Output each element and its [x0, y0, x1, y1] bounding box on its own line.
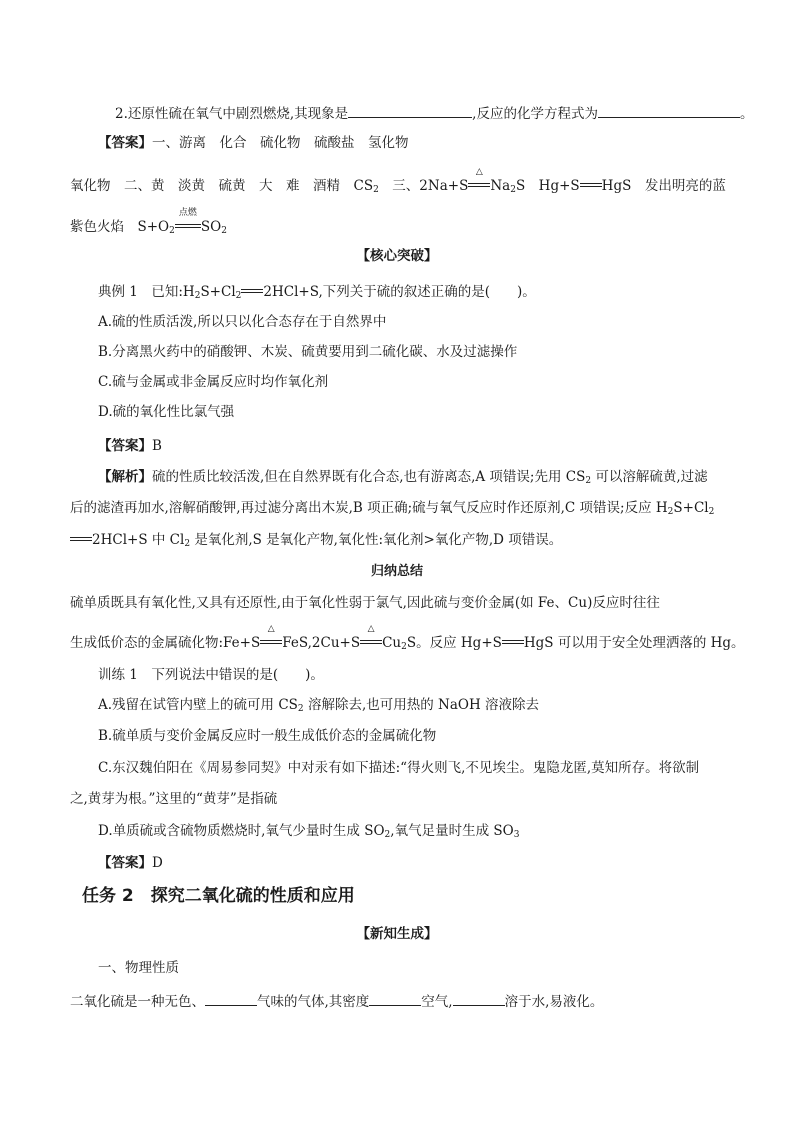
heat-condition: △ [267, 624, 275, 634]
fill-text: 空气, [421, 994, 453, 1010]
ignite-equals-sign [175, 208, 201, 231]
subscript: 2 [667, 507, 674, 517]
training-1-answer [98, 854, 163, 872]
training-option-b: B.硫单质与变价金属反应时一般生成低价态的金属硫化物 [98, 728, 437, 744]
answer-text: 一、游离 化合 硫化物 硫酸盐 氢化物 [152, 135, 409, 151]
section-physical-properties: 一、物理性质 [98, 960, 179, 976]
answer-line-3 [70, 208, 227, 236]
stem-text: S+Cl [200, 284, 236, 300]
training-option-c-line-2: 之,黄芽为根。”这里的“黄芽”是指硫 [70, 791, 278, 807]
stem-text: 2HCl+S,下列关于硫的叙述正确的是( )。 [263, 284, 536, 300]
equals-sign [502, 633, 524, 647]
answer-text: S Hg+S [515, 178, 580, 194]
summary-title: 归纳总结 [370, 564, 423, 579]
option-text: ,氧气足量时生成 SO [390, 823, 514, 839]
answer-value: B [152, 438, 162, 454]
option-b: B.分离黑火药中的硝酸钾、木炭、硫黄要用到二硫化碳、水及过滤操作 [98, 344, 518, 360]
analysis-line-1 [98, 468, 708, 486]
subscript: 2 [708, 507, 715, 517]
answer-line-1 [98, 134, 409, 152]
analysis-text: S+Cl [673, 500, 709, 516]
subscript: 2 [235, 291, 242, 301]
heat-condition: △ [367, 624, 375, 634]
option-text: 溶解除去,也可用热的 NaOH 溶液除去 [303, 697, 540, 713]
subscript: 2 [194, 291, 201, 301]
summary-line-2 [70, 624, 745, 652]
option-c: C.硫与金属或非金属反应时均作氧化剂 [98, 374, 329, 390]
answer-blank [348, 103, 472, 118]
analysis-line-2 [70, 499, 714, 517]
equals-sign [580, 176, 602, 190]
question-2 [115, 103, 753, 123]
summary-text: S。反应 Hg+S [406, 635, 502, 651]
training-option-d [98, 822, 519, 840]
core-title: 【核心突破】 [356, 248, 438, 264]
answer-value: D [152, 855, 163, 871]
training-option-c-line-1: C.东汉魏伯阳在《周易参同契》中对汞有如下描述:“得火则飞,不见埃尘。鬼隐龙匿,莫知所存。将欲制 [98, 760, 700, 776]
summary-line-1: 硫单质既具有氧化性,又具有还原性,由于氧化性弱于氯气,因此硫与变价金属(如 Fe、Cu)反应时往往 [70, 595, 660, 611]
analysis-text: 2HCl+S 中 Cl [92, 532, 185, 548]
heating-equals-sign [360, 624, 382, 647]
q2-mid: ,反应的化学方程式为 [472, 106, 598, 122]
option-a: A.硫的性质活泼,所以只以化合态存在于自然界中 [98, 314, 387, 330]
analysis-label: 【解析】 [98, 469, 152, 485]
subscript: 2 [510, 185, 516, 195]
heating-equals-sign [260, 624, 282, 647]
fill-text: 溶于水,易液化。 [504, 994, 604, 1010]
answer-text: 氧化物 二、黄 淡黄 硫黄 大 难 酒精 CS [70, 178, 374, 194]
analysis-text: 硫的性质比较活泼,但在自然界既有化合态,也有游离态,A 项错误;先用 CS [152, 469, 586, 485]
subscript: 2 [169, 226, 175, 236]
answer-label: 【答案】 [98, 438, 152, 454]
answer-text: Na [490, 178, 511, 194]
option-text: A.残留在试管内壁上的硫可用 CS [98, 697, 298, 713]
example-1-answer [98, 437, 162, 455]
subscript: 2 [384, 830, 391, 840]
physical-properties-line [70, 991, 603, 1011]
q2-prefix: 2.还原性硫在氧气中剧烈燃烧,其现象是 [115, 106, 349, 122]
summary-text: HgS 可以用于安全处理洒落的 Hg。 [523, 635, 745, 651]
fill-text: 气味的气体,其密度 [257, 994, 370, 1010]
answer-label: 【答案】 [98, 855, 152, 871]
summary-text: Cu [382, 635, 402, 651]
answer-text: HgS 发出明亮的蓝 [601, 178, 726, 194]
subscript: 2 [401, 642, 407, 652]
stem-text: 典例 1 已知:H [98, 284, 195, 300]
answer-blank [598, 103, 740, 118]
equals-sign [241, 282, 263, 296]
task-2-heading: 任务 2 探究二氧化硫的性质和应用 [82, 886, 355, 906]
summary-text: FeS,2Cu+S [282, 635, 361, 651]
option-d: D.硫的氧化性比氯气强 [98, 404, 235, 420]
training-option-a [98, 696, 539, 714]
heating-equals-sign [468, 167, 490, 190]
answer-blank [205, 991, 257, 1006]
example-1-stem [98, 282, 536, 301]
q2-end: 。 [739, 106, 754, 122]
subscript: 2 [373, 185, 379, 195]
answer-blank [453, 991, 505, 1006]
answer-blank [369, 991, 421, 1006]
analysis-line-3 [70, 530, 562, 549]
subscript: 3 [513, 830, 520, 840]
equals-sign [70, 530, 92, 544]
answer-text: 紫色火焰 S+O [70, 219, 170, 235]
option-text: D.单质硫或含硫物质燃烧时,氧气少量时生成 SO [98, 823, 385, 839]
subscript: 2 [585, 476, 592, 486]
summary-text: 生成低价态的金属硫化物:Fe+S [70, 635, 261, 651]
heat-condition: △ [475, 167, 483, 177]
answer-line-2 [70, 167, 726, 195]
subscript: 2 [221, 226, 227, 236]
fill-text: 二氧化硫是一种无色、 [70, 994, 205, 1010]
answer-label: 【答案】 [98, 135, 152, 151]
analysis-text: 是氧化剂,S 是氧化产物,氧化性:氧化剂>氧化产物,D 项错误。 [190, 532, 563, 548]
subscript: 2 [297, 704, 304, 714]
answer-text: 三、2Na+S [378, 178, 469, 194]
training-1-stem: 训练 1 下列说法中错误的是( )。 [98, 667, 324, 683]
ignite-condition: 点燃 [178, 208, 197, 218]
answer-text: SO [200, 219, 222, 235]
new-knowledge-title: 【新知生成】 [356, 926, 438, 942]
analysis-text: 可以溶解硫黄,过滤 [591, 469, 708, 485]
analysis-text: 后的滤渣再加水,溶解硝酸钾,再过滤分离出木炭,B 项正确;硫与氧气反应时作还原剂,C 项错误;反应 H [70, 500, 668, 516]
subscript: 2 [184, 539, 191, 549]
